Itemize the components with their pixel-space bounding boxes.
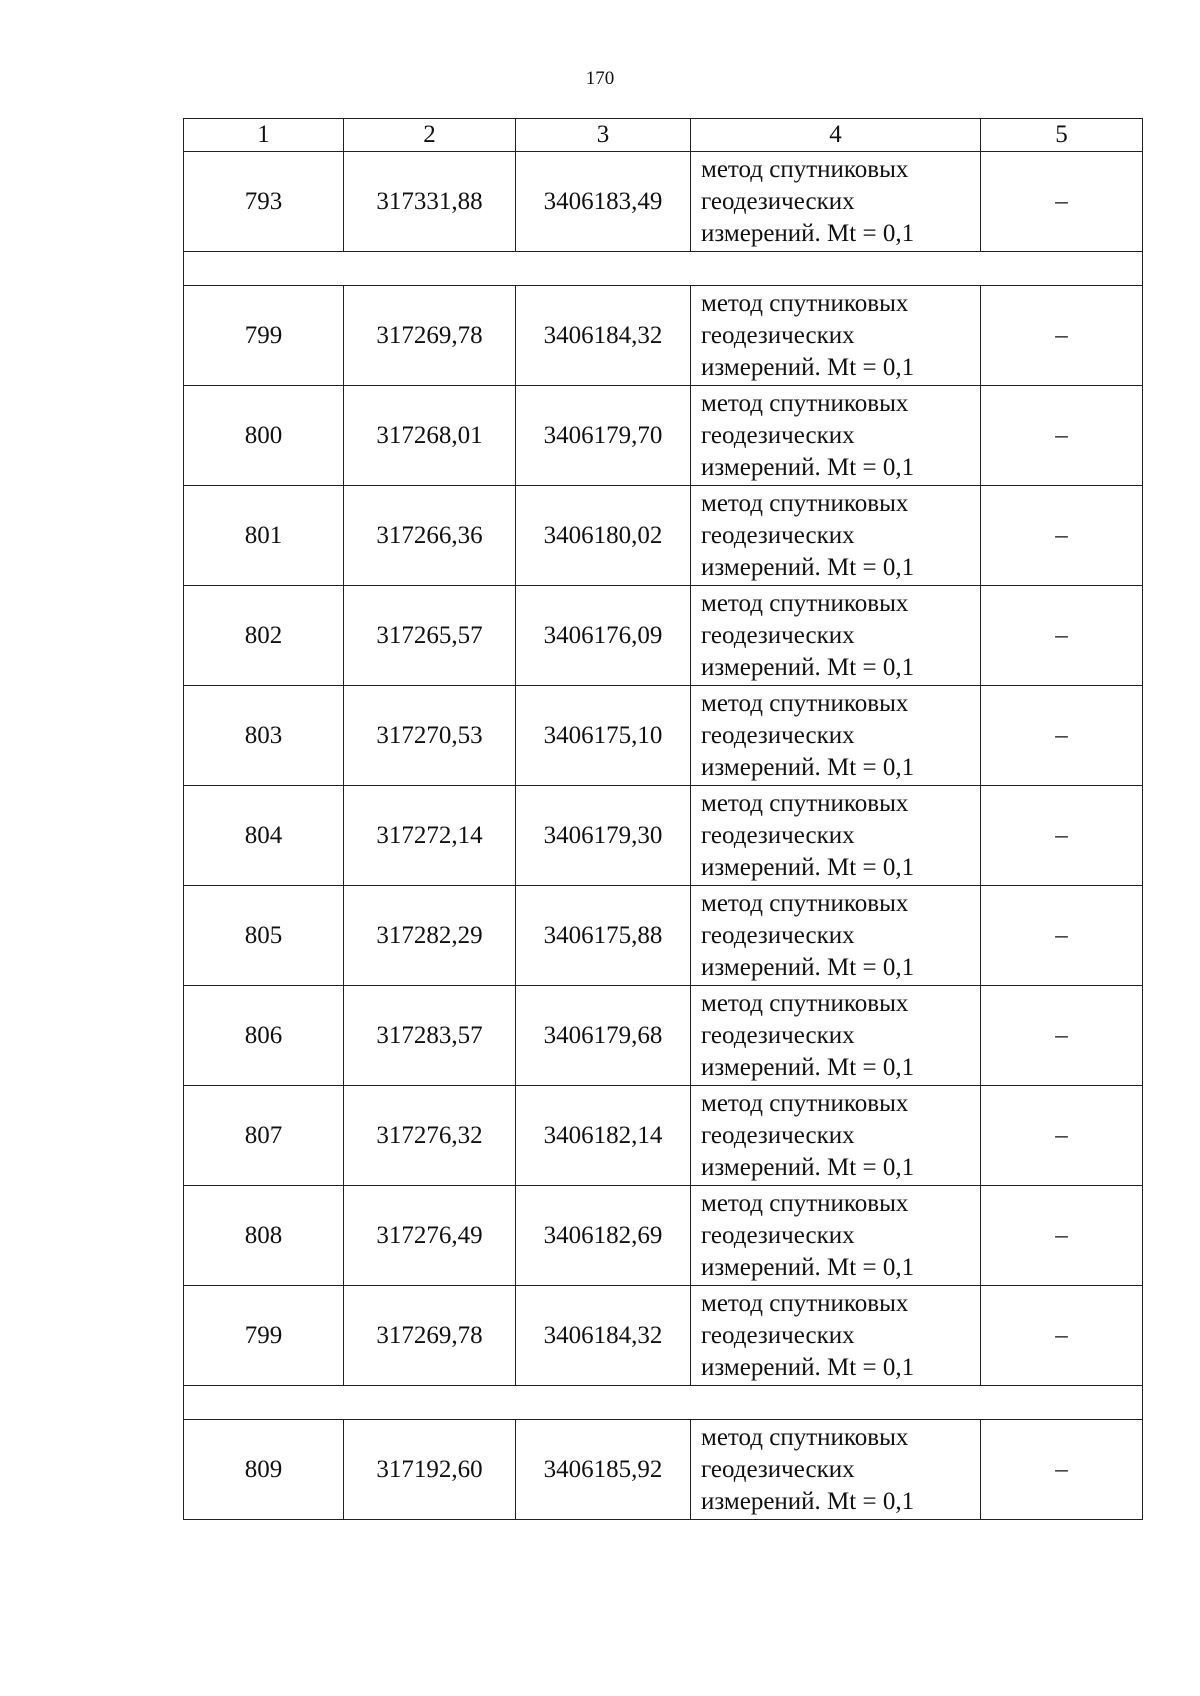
method-text-line: измерений. Mt = 0,1 <box>701 853 915 881</box>
table-row <box>184 586 1143 686</box>
method-cell <box>691 152 981 252</box>
y-coordinate-cell: 3406180,02 <box>516 486 691 586</box>
point-number-cell: 806 <box>184 986 344 1086</box>
method-cell <box>691 1086 981 1186</box>
y-coordinate-cell: 3406179,30 <box>516 786 691 886</box>
table-row <box>184 1186 1143 1286</box>
method-cell <box>691 686 981 786</box>
method-text-line: метод спутниковых <box>701 1089 909 1117</box>
table-separator-row <box>184 252 1143 286</box>
note-cell: – <box>981 386 1143 486</box>
y-coordinate-cell: 3406179,70 <box>516 386 691 486</box>
x-coordinate-cell: 317276,49 <box>344 1186 516 1286</box>
method-text-line: метод спутниковых <box>701 589 909 617</box>
table-row <box>184 886 1143 986</box>
separator-cell <box>184 252 1143 286</box>
table-row <box>184 386 1143 486</box>
point-number-cell: 799 <box>184 286 344 386</box>
method-text-line: геодезических <box>701 621 855 649</box>
y-coordinate-cell: 3406184,32 <box>516 286 691 386</box>
y-coordinate-cell: 3406175,10 <box>516 686 691 786</box>
method-text-line: геодезических <box>701 1321 855 1349</box>
y-coordinate-cell: 3406184,32 <box>516 1286 691 1386</box>
method-cell <box>691 1420 981 1520</box>
note-cell: – <box>981 152 1143 252</box>
x-coordinate-cell: 317269,78 <box>344 1286 516 1386</box>
method-text-line: метод спутниковых <box>701 489 909 517</box>
note-cell: – <box>981 986 1143 1086</box>
table-row <box>184 1286 1143 1386</box>
method-text-line: измерений. Mt = 0,1 <box>701 453 915 481</box>
method-text-line: геодезических <box>701 1455 855 1483</box>
x-coordinate-cell: 317270,53 <box>344 686 516 786</box>
note-cell: – <box>981 1086 1143 1186</box>
method-text-line: измерений. Mt = 0,1 <box>701 953 915 981</box>
method-text-line: геодезических <box>701 521 855 549</box>
method-text-line: метод спутниковых <box>701 689 909 717</box>
table-row <box>184 1420 1143 1520</box>
x-coordinate-cell: 317268,01 <box>344 386 516 486</box>
method-text-line: геодезических <box>701 321 855 349</box>
method-text-line: геодезических <box>701 421 855 449</box>
method-cell <box>691 1286 981 1386</box>
method-text-line: геодезических <box>701 821 855 849</box>
table-row <box>184 152 1143 252</box>
point-number-cell: 809 <box>184 1420 344 1520</box>
method-text-line: геодезических <box>701 187 855 215</box>
method-cell <box>691 386 981 486</box>
x-coordinate-cell: 317265,57 <box>344 586 516 686</box>
method-text-line: геодезических <box>701 1021 855 1049</box>
y-coordinate-cell: 3406185,92 <box>516 1420 691 1520</box>
method-text-line: метод спутниковых <box>701 1189 909 1217</box>
note-cell: – <box>981 486 1143 586</box>
y-coordinate-cell: 3406179,68 <box>516 986 691 1086</box>
method-text-line: метод спутниковых <box>701 389 909 417</box>
method-text-line: измерений. Mt = 0,1 <box>701 219 915 247</box>
y-coordinate-cell: 3406176,09 <box>516 586 691 686</box>
header-cell: 2 <box>344 119 516 152</box>
note-cell: – <box>981 1186 1143 1286</box>
x-coordinate-cell: 317266,36 <box>344 486 516 586</box>
x-coordinate-cell: 317331,88 <box>344 152 516 252</box>
y-coordinate-cell: 3406182,69 <box>516 1186 691 1286</box>
method-cell <box>691 586 981 686</box>
point-number-cell: 808 <box>184 1186 344 1286</box>
note-cell: – <box>981 286 1143 386</box>
method-text-line: измерений. Mt = 0,1 <box>701 1253 915 1281</box>
method-text-line: геодезических <box>701 1121 855 1149</box>
method-text-line: метод спутниковых <box>701 289 909 317</box>
point-number-cell: 793 <box>184 152 344 252</box>
x-coordinate-cell: 317283,57 <box>344 986 516 1086</box>
method-text-line: геодезических <box>701 721 855 749</box>
x-coordinate-cell: 317272,14 <box>344 786 516 886</box>
method-cell <box>691 1186 981 1286</box>
separator-cell <box>184 1386 1143 1420</box>
header-cell: 1 <box>184 119 344 152</box>
table-row <box>184 1086 1143 1186</box>
x-coordinate-cell: 317276,32 <box>344 1086 516 1186</box>
method-text-line: геодезических <box>701 921 855 949</box>
point-number-cell: 800 <box>184 386 344 486</box>
point-number-cell: 804 <box>184 786 344 886</box>
y-coordinate-cell: 3406183,49 <box>516 152 691 252</box>
note-cell: – <box>981 1420 1143 1520</box>
table-separator-row <box>184 1386 1143 1420</box>
method-text-line: метод спутниковых <box>701 889 909 917</box>
page-number: 170 <box>585 68 615 89</box>
point-number-cell: 807 <box>184 1086 344 1186</box>
note-cell: – <box>981 686 1143 786</box>
note-cell: – <box>981 586 1143 686</box>
method-text-line: метод спутниковых <box>701 1423 909 1451</box>
table-row <box>184 986 1143 1086</box>
method-text-line: метод спутниковых <box>701 989 909 1017</box>
method-text-line: измерений. Mt = 0,1 <box>701 753 915 781</box>
y-coordinate-cell: 3406182,14 <box>516 1086 691 1186</box>
method-cell <box>691 786 981 886</box>
method-text-line: метод спутниковых <box>701 155 909 183</box>
point-number-cell: 803 <box>184 686 344 786</box>
y-coordinate-cell: 3406175,88 <box>516 886 691 986</box>
header-cell: 4 <box>691 119 981 152</box>
point-number-cell: 799 <box>184 1286 344 1386</box>
note-cell: – <box>981 1286 1143 1386</box>
point-number-cell: 801 <box>184 486 344 586</box>
method-text-line: измерений. Mt = 0,1 <box>701 1487 915 1515</box>
x-coordinate-cell: 317192,60 <box>344 1420 516 1520</box>
method-text-line: измерений. Mt = 0,1 <box>701 353 915 381</box>
header-cell: 5 <box>981 119 1143 152</box>
table-row <box>184 286 1143 386</box>
method-cell <box>691 486 981 586</box>
x-coordinate-cell: 317269,78 <box>344 286 516 386</box>
method-text-line: геодезических <box>701 1221 855 1249</box>
method-cell <box>691 986 981 1086</box>
method-text-line: метод спутниковых <box>701 1289 909 1317</box>
x-coordinate-cell: 317282,29 <box>344 886 516 986</box>
method-text-line: измерений. Mt = 0,1 <box>701 1053 915 1081</box>
table-header-row <box>184 119 1143 152</box>
note-cell: – <box>981 786 1143 886</box>
header-cell: 3 <box>516 119 691 152</box>
point-number-cell: 802 <box>184 586 344 686</box>
method-cell <box>691 286 981 386</box>
table-row <box>184 786 1143 886</box>
table-row <box>184 486 1143 586</box>
point-number-cell: 805 <box>184 886 344 986</box>
method-cell <box>691 886 981 986</box>
note-cell: – <box>981 886 1143 986</box>
method-text-line: измерений. Mt = 0,1 <box>701 1153 915 1181</box>
method-text-line: измерений. Mt = 0,1 <box>701 553 915 581</box>
table-body <box>184 119 1143 1520</box>
coordinates-table <box>183 118 1143 1520</box>
table-row <box>184 686 1143 786</box>
method-text-line: метод спутниковых <box>701 789 909 817</box>
method-text-line: измерений. Mt = 0,1 <box>701 1353 915 1381</box>
method-text-line: измерений. Mt = 0,1 <box>701 653 915 681</box>
